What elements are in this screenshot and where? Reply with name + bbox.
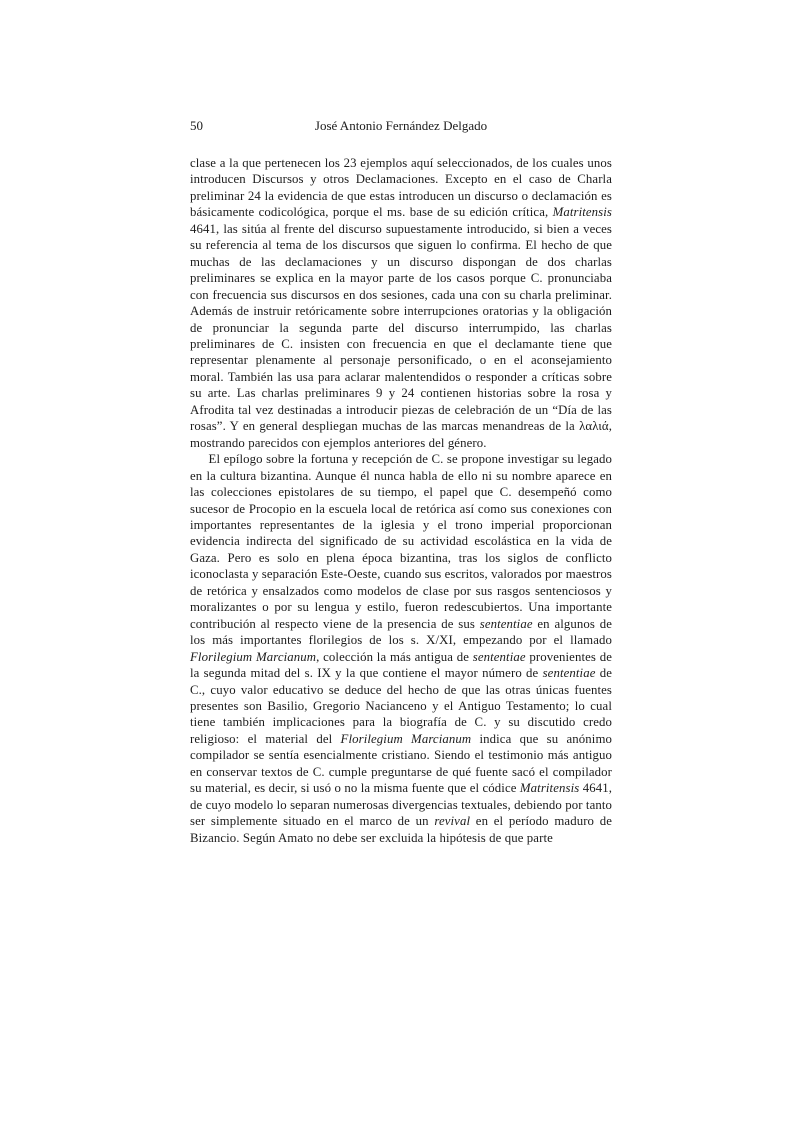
text-segment: 4641, de cuyo modelo lo separan numerosas divergencias textuales, debiendo por tanto ser simplemente situado en el marco de un (190, 781, 612, 829)
text-segment: clase a la que pertenecen los 23 ejemplos aquí seleccionados, de los cuales unos introducen Discursos y otros Declamaciones. Excepto en el caso de Charla preliminar 24 la evidencia de que estas introducen un discurso o declamación es básicamente codicológica, porque el ms. base de su edición crítica, (190, 156, 612, 220)
text-segment: en algunos de los más importantes florilegios de los s. X/XI, empezando por el llamado (190, 616, 612, 648)
italic-text-segment: Matritensis (552, 205, 612, 220)
text-segment: 4641, las sitúa al frente del discurso supuestamente introducido, si bien a veces su referencia al tema de los discursos que siguen lo confirma. El hecho de que muchas de las declamaciones y un discurso dispongan de dos charlas preliminares se explica en la mayor parte de los casos porque C. pronunciaba con frecuencia sus discursos en dos sesiones, cada una con su charla preliminar. Además de instruir retóricamente sobre interrupciones oratorias y la obligación de pronunciar la segunda parte del discurso interrumpido, las charlas preliminares de C. insisten con frecuencia en que el declamante tiene que representar plenamente al personaje personificado, o en el aconsejamiento moral. También las usa para aclarar malentendidos o responder a críticas sobre su arte. Las charlas preliminares 9 y 24 contienen historias sobre la rosa y Afrodita tal vez destinadas a introducir piezas de celebración de un “Día de las rosas”. Y en general despliegan muchas de las marcas menandreas de la λαλιά, mostrando parecidos con ejemplos anteriores del género. (190, 221, 612, 450)
paragraph (190, 451, 612, 846)
text-segment: provenientes de la segunda mitad del s. IX y la que contiene el mayor número de (190, 649, 612, 681)
italic-text-segment: Florilegium Marcianum (340, 731, 472, 746)
paragraph (190, 155, 612, 451)
italic-text-segment: sententiae (479, 616, 533, 631)
text-segment: El epílogo sobre la fortuna y recepción de C. se propone investigar su legado en la cultura bizantina. Aunque él nunca habla de ello ni su nombre aparece en las colecciones epistolares de su tiempo, el papel que C. desempeñó como sucesor de Procopio en la escuela local de retórica así como sus conexiones con importantes representantes de la iglesia y el trono imperial proporcionan evidencia indirecta del significado de su actividad escolástica en la vida de Gaza. Pero es solo en plena época bizantina, tras los siglos de conflicto iconoclasta y separación Este-Oeste, cuando sus escritos, valorados por maestros de retórica y ensalzados como modelos de clase por sus rasgos sentenciosos y moralizantes o por su lengua y estilo, fueron redescubiertos. Una importante contribución al respecto viene de la presencia de sus (190, 452, 612, 631)
italic-text-segment: Matritensis (519, 781, 580, 796)
text-segment: , colección la más antigua de (316, 649, 473, 664)
page-number: 50 (190, 118, 203, 133)
page-container (190, 118, 612, 846)
text-segment: indica que su anónimo compilador se sentía esencialmente cristiano. Siendo el testimonio más antiguo en conservar textos de C. cumple preguntarse de qué fuente sacó el compilador su material, es decir, si usó o no la misma fuente que el códice (190, 731, 613, 796)
italic-text-segment: Florilegium Marcianum (190, 649, 317, 664)
text-segment: en el período maduro de Bizancio. Según Amato no debe ser excluida la hipótesis de que parte (190, 814, 613, 845)
text-segment: de C., cuyo valor educativo se deduce del hecho de que las otras únicas fuentes presentes son Basilio, Gregorio Nacianceno y el Antiguo Testamento; lo cual tiene también implicaciones para la biografía de C. y su discutido credo religioso: el material del (190, 666, 613, 746)
italic-text-segment: revival (434, 814, 471, 829)
running-title: José Antonio Fernández Delgado (314, 118, 488, 133)
italic-text-segment: sententiae (472, 649, 526, 664)
running-header (190, 118, 612, 134)
body-text (190, 155, 612, 846)
italic-text-segment: sententiae (542, 666, 596, 681)
